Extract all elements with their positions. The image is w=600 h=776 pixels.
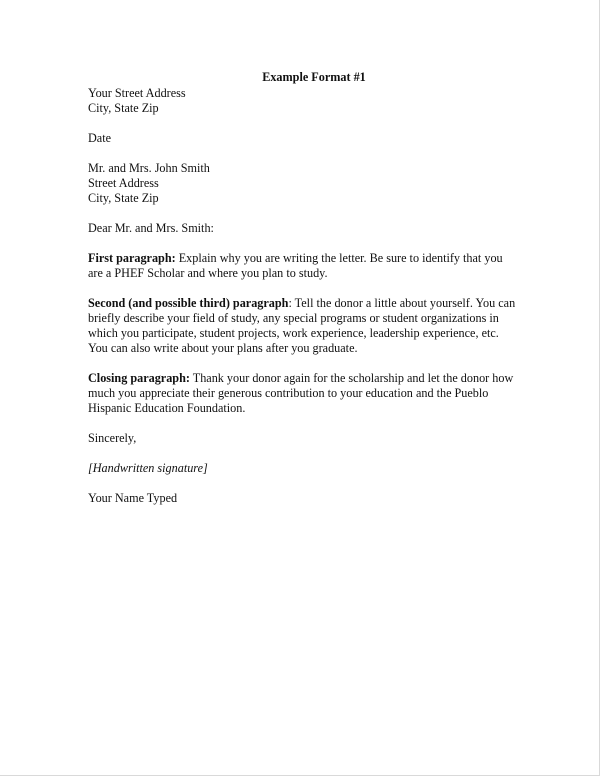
document-title: Example Format #1 [262, 70, 366, 84]
closing-paragraph-text: Thank your donor again for the scholarship and let the donor how much you appreciate their generous contribution to your education and the Pueblo Hispanic Education Foundation. [88, 371, 514, 415]
letter-content [88, 70, 520, 506]
letter-date: Date [88, 131, 112, 145]
second-paragraph-label: Second (and possible third) paragraph [88, 296, 289, 310]
second-paragraph-text: : Tell the donor a little about yourself. You can briefly describe your field of study, any special programs or student organizations in which you participate, student projects, work experience, leadership experience, etc. You can also write about your plans after you graduate. [88, 296, 516, 355]
spacer [88, 476, 520, 491]
first-paragraph-label: First paragraph: [88, 251, 176, 265]
spacer [88, 446, 520, 461]
closing-paragraph-label: Closing paragraph: [88, 371, 190, 385]
second-paragraph [88, 296, 520, 356]
typed-name: Your Name Typed [88, 491, 178, 505]
sender-address [88, 86, 520, 116]
sender-street: Your Street Address [88, 86, 186, 100]
recipient-address [88, 161, 520, 206]
spacer [88, 281, 520, 296]
spacer [88, 146, 520, 161]
closing: Sincerely, [88, 431, 137, 445]
first-paragraph-text: Explain why you are writing the letter. Be sure to identify that you are a PHEF Scholar and where you plan to study. [88, 251, 503, 280]
recipient-city-state-zip: City, State Zip [88, 191, 159, 205]
spacer [88, 116, 520, 131]
spacer [88, 236, 520, 251]
first-paragraph [88, 251, 520, 281]
salutation: Dear Mr. and Mrs. Smith: [88, 221, 214, 235]
closing-paragraph [88, 371, 520, 416]
spacer [88, 206, 520, 221]
recipient-name: Mr. and Mrs. John Smith [88, 161, 210, 175]
spacer [88, 416, 520, 431]
sender-city-state-zip: City, State Zip [88, 101, 159, 115]
recipient-street: Street Address [88, 176, 159, 190]
signature-placeholder: [Handwritten signature] [88, 461, 208, 475]
spacer [88, 356, 520, 371]
